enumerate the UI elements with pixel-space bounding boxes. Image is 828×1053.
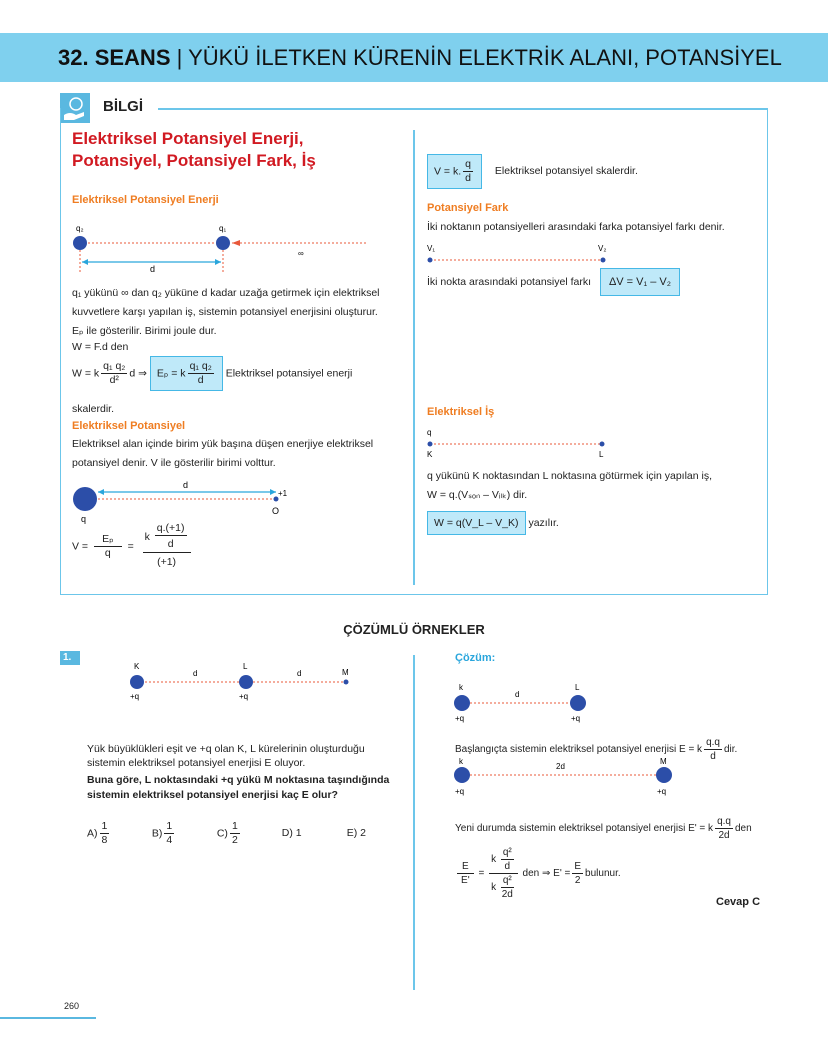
option-b[interactable]: B) $\frac{1}{4}$ [151, 820, 173, 846]
svg-text:+q: +q [455, 787, 465, 796]
paragraph: İki noktanın potansiyelleri arasındaki farka potansiyel farkı denir. [427, 221, 725, 233]
d-label: d [150, 264, 156, 274]
unit-charge-label: +1 [278, 489, 288, 498]
solution-step-1: Başlangıçta sistemin elektriksel potansiyel enerjisi E = k $\frac{q.q}{d}$ dir. [455, 737, 738, 762]
svg-text:+q: +q [571, 714, 581, 723]
svg-text:+q: +q [239, 692, 249, 701]
question-diagram [125, 660, 355, 702]
examples-title: ÇÖZÜMLÜ ÖRNEKLER [343, 622, 485, 637]
section-title: Potansiyel Fark [427, 202, 509, 214]
potential-difference-diagram [425, 241, 615, 265]
q-label: q [427, 428, 432, 437]
option-c[interactable]: C) $\frac{1}{2}$ [216, 820, 238, 846]
q-label: q [81, 514, 87, 524]
paragraph: q₁ yükünü ∞ dan q₂ yüküne d kadar uzağa getirmek için elektriksel kuvvetlere karşı yapılan iş, sistemin potansiyel enerjisini oluşturur. Eₚ ile gösterilir. Birimi joule dur. [72, 287, 380, 337]
page-header [0, 33, 828, 82]
question-bold: Buna göre, L noktasındaki +q yükü M noktasına taşındığında sistemin elektriksel potansiyel enerjisi kaç E olur? [87, 774, 390, 801]
session-title: YÜKÜ İLETKEN KÜRENİN ELEKTRİK ALANI, POTANSİYEL [188, 45, 782, 70]
svg-text:d: d [193, 669, 198, 678]
option-e[interactable]: E) 2 [346, 827, 366, 840]
dv-formula-box: ΔV = V₁ – V₂ [600, 268, 680, 296]
text: skalerdir. [72, 403, 115, 415]
column-divider [413, 130, 415, 585]
q1-label: q₁ [219, 224, 227, 233]
question-number: 1. [60, 651, 80, 665]
o-label: O [272, 506, 280, 516]
svg-text:d: d [515, 690, 520, 699]
formula-text: W = F.d den [72, 341, 129, 353]
svg-text:2d: 2d [556, 762, 565, 771]
info-label: BİLGİ [103, 98, 143, 115]
k-label: K [427, 450, 433, 459]
svg-text:+q: +q [657, 787, 667, 796]
v2-label: V₂ [598, 244, 607, 253]
d-label: d [183, 480, 189, 490]
potential-diagram [70, 478, 290, 524]
potential-formula: V = $\frac{\text{Eₚ}}{q}$ = k $\frac{q.(+1)}{d}$ (+1) [72, 522, 193, 571]
page-number: 260 [64, 1001, 80, 1011]
work-formula: W = q(V_L – V_K) yazılır. [427, 511, 559, 535]
energy-formula: W = k $\frac{\text{q₁ q₂}}{\text{d²}}$ d ⇒ Eₚ = k $\frac{\text{q₁ q₂}}{d}$ Elektriksel potansiyel enerji [72, 356, 352, 391]
solution-label: Çözüm: [455, 652, 496, 664]
svg-text:+q: +q [130, 692, 140, 701]
separator: | [176, 45, 183, 70]
svg-text:d: d [297, 669, 302, 678]
v-formula-box: V = k. $\frac{q}{d}$ [427, 154, 482, 189]
ep-formula-box: Eₚ = k $\frac{\text{q₁ q₂}}{d}$ [150, 356, 223, 391]
svg-text:+q: +q [455, 714, 465, 723]
w-formula-box: W = q(V_L – V_K) [427, 511, 526, 535]
q2-label: q₂ [76, 224, 84, 233]
session-number: 32. SEANS [58, 45, 171, 70]
question-text: Yük büyüklükleri eşit ve +q olan K, L kürelerinin oluşturduğu sistemin elektriksel potansiyel enerjisi E oluyor. [87, 743, 365, 769]
paragraph: Elektriksel alan içinde birim yük başına düşen enerjiye elektriksel potansiyel denir. V ile gösterilir birimi volttur. [72, 438, 374, 469]
answer: Cevap C [716, 896, 761, 908]
infinity-label: ∞ [298, 249, 304, 258]
option-d[interactable]: D) 1 [281, 827, 302, 840]
solution-diagram-2 [452, 755, 682, 797]
paragraph: W = q.(Vₛₒₙ – Vᵢₗₖ) dir. [427, 489, 528, 501]
solution-diagram-1 [452, 681, 592, 725]
section-title: Elektriksel Potansiyel Enerji [72, 194, 219, 206]
svg-text:L: L [575, 683, 580, 692]
svg-text:L: L [243, 662, 248, 671]
svg-text:M: M [342, 668, 349, 677]
column-divider [413, 655, 415, 990]
svg-text:k: k [459, 683, 463, 692]
svg-text:M: M [660, 757, 667, 766]
answer-options [87, 820, 409, 847]
l-label: L [599, 450, 604, 459]
info-heading: Elektriksel Potansiyel Enerji, Potansiyel, Potansiyel Fark, İş [72, 129, 316, 170]
potential-summary: V = k. $\frac{q}{d}$ Elektriksel potansiyel skalerdir. [427, 154, 638, 189]
section-title: Elektriksel İş [427, 406, 495, 418]
paragraph: q yükünü K noktasından L noktasına götürmek için yapılan iş, [427, 470, 713, 482]
charge-diagram [70, 222, 370, 274]
solution-step-2: Yeni durumda sistemin elektriksel potansiyel enerjisi E' = k $\frac{q.q}{2d}$ den [455, 816, 752, 841]
footer-line [0, 1017, 96, 1019]
section-title: Elektriksel Potansiyel [72, 420, 186, 432]
solution-ratio: $\frac{E}{E'}$ = k $\frac{\text{q²}}{d}$ k $\frac{\text{q²}}{2d}$ den ⇒ E' = $\frac{E}{2}$ bulunur. [455, 846, 621, 901]
work-diagram [425, 424, 615, 460]
v1-label: V₁ [427, 244, 436, 253]
svg-text:k: k [459, 757, 463, 766]
option-a[interactable]: A) $\frac{1}{8}$ [87, 820, 108, 846]
svg-text:K: K [134, 662, 140, 671]
pd-formula: İki nokta arasındaki potansiyel farkı ΔV = V₁ – V₂ [427, 268, 680, 296]
